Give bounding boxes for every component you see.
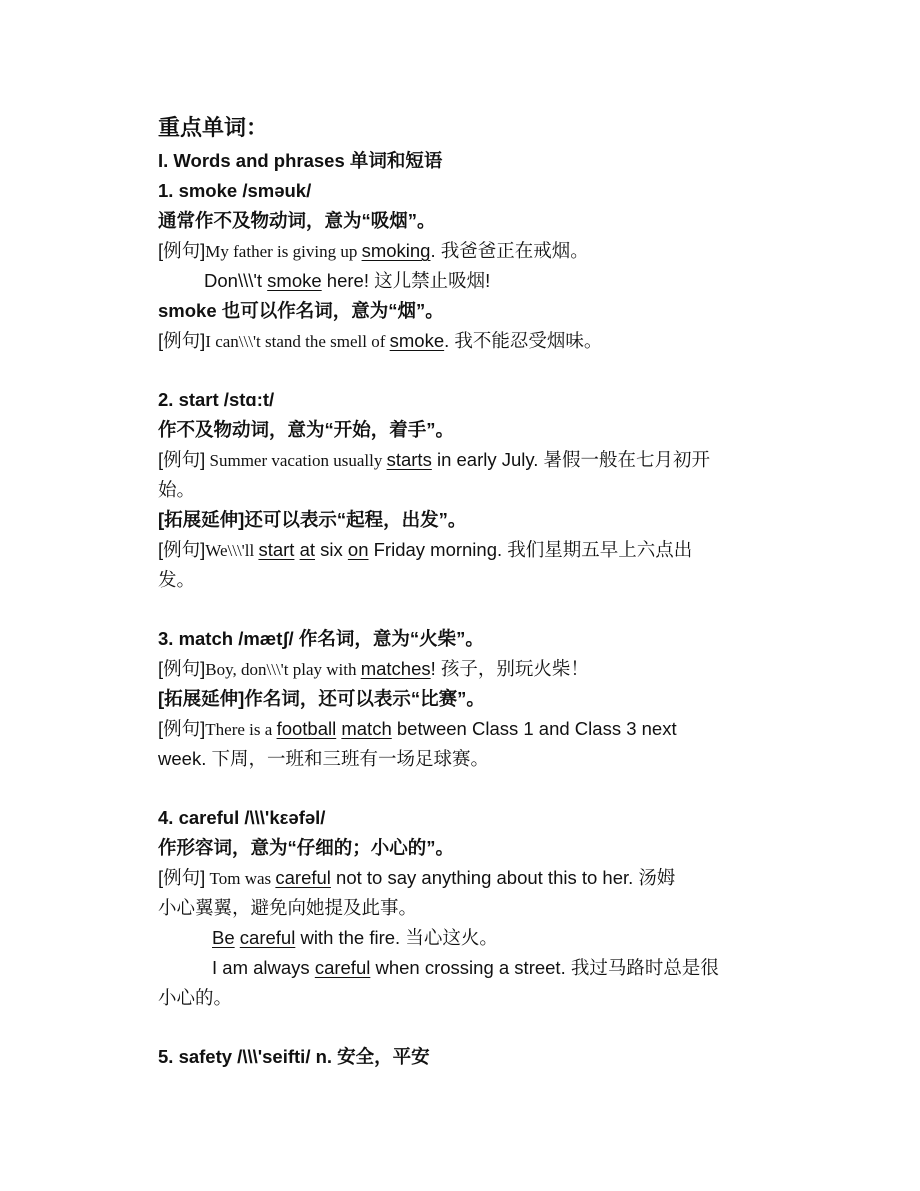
word-2-example-2-cont: 发。 — [158, 569, 196, 590]
word-3-example-2: [例句]There is a football match between Class 1 and Class 3 next — [158, 718, 677, 739]
keyword: smoking — [361, 240, 431, 261]
word-4-example-3-cont: 小心的。 — [158, 987, 233, 1008]
word-1-example-1: [例句]My father is giving up smoking. 我爸爸正在戒烟。 — [158, 240, 589, 261]
word-3-title: 3. match /mætʃ/ 作名词，意为“火柴”。 — [158, 628, 484, 649]
word-4-example-1: [例句] Tom was careful not to say anything about this to her. 汤姆 — [158, 867, 676, 888]
word-4-example-2: Be careful with the fire. 当心这火。 — [212, 927, 498, 948]
example-tag: [例句] — [158, 449, 206, 470]
word-2-extension: [拓展延伸]还可以表示“起程，出发”。 — [158, 509, 467, 530]
word-4-example-3: I am always careful when crossing a street. 我过马路时总是很 — [212, 957, 719, 978]
word-1-definition: 通常作不及物动词，意为“吸烟”。 — [158, 210, 436, 231]
keyword: careful — [275, 867, 331, 888]
example-tag: [例句] — [158, 240, 206, 261]
keyword: Be — [212, 927, 235, 948]
word-2-example-1: [例句] Summer vacation usually starts in early July. 暑假一般在七月初开 — [158, 449, 711, 470]
word-2-title: 2. start /stɑ:t/ — [158, 389, 275, 410]
word-2-example-2: [例句]We\\\'ll start at six on Friday morning. 我们星期五早上六点出 — [158, 539, 693, 560]
word-4-example-1-cont: 小心翼翼，避免向她提及此事。 — [158, 897, 418, 918]
word-1-definition-2: smoke 也可以作名词，意为“烟”。 — [158, 300, 444, 321]
example-tag: [例句] — [158, 330, 206, 351]
word-1-example-2: Don\\\'t smoke here! 这儿禁止吸烟! — [204, 270, 491, 291]
keyword: smoke — [267, 270, 322, 291]
example-tag: [例句] — [158, 718, 206, 739]
page-heading: 重点单词： — [158, 115, 269, 140]
example-tag: [例句] — [158, 539, 206, 560]
keyword: starts — [386, 449, 432, 470]
word-1-example-3: [例句]I can\\\'t stand the smell of smoke. 我不能忍受烟味。 — [158, 330, 603, 351]
keyword: football — [276, 718, 337, 739]
word-4-title: 4. careful /\\\'kεəfəl/ — [158, 807, 326, 828]
keyword: smoke — [389, 330, 445, 351]
keyword: careful — [239, 927, 296, 948]
word-1-title: 1. smoke /sməuk/ — [158, 180, 312, 201]
word-3-extension: [拓展延伸]作名词，还可以表示“比赛”。 — [158, 688, 485, 709]
word-4-definition: 作形容词，意为“仔细的；小心的”。 — [158, 837, 455, 858]
section-title: I. Words and phrases 单词和短语 — [158, 150, 443, 171]
keyword: start — [258, 539, 295, 560]
keyword: on — [347, 539, 369, 560]
example-tag: [例句] — [158, 867, 206, 888]
word-2-definition: 作不及物动词，意为“开始，着手”。 — [158, 419, 455, 440]
word-3-example-2-cont: week. 下周，一班和三班有一场足球赛。 — [158, 748, 489, 769]
keyword: matches — [360, 658, 431, 679]
word-5-title: 5. safety /\\\'seifti/ n. 安全，平安 — [158, 1046, 430, 1067]
keyword: careful — [314, 957, 371, 978]
keyword: at — [299, 539, 316, 560]
word-2-example-1-cont: 始。 — [158, 479, 196, 500]
keyword: match — [341, 718, 392, 739]
word-3-example-1: [例句]Boy, don\\\'t play with matches! 孩子，别玩火柴！ — [158, 658, 589, 679]
example-tag: [例句] — [158, 658, 206, 679]
